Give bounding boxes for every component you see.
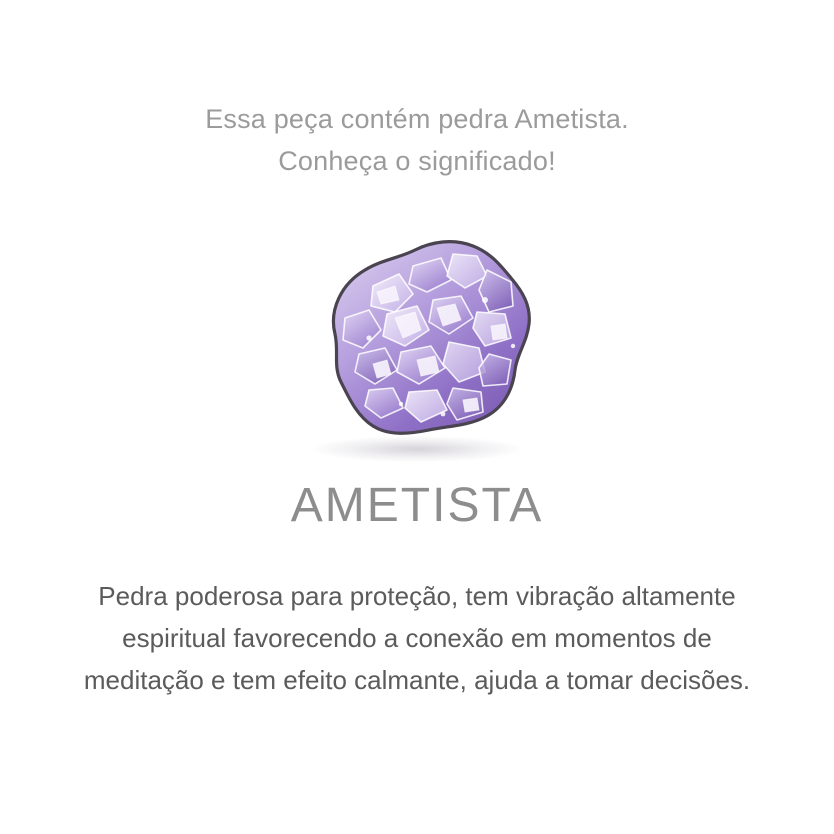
stone-description: Pedra poderosa para proteção, tem vibração altamente espiritual favorecendo a conexão em momentos de meditação e tem efeito calmante, ajuda a tomar decisões.	[83, 581, 751, 695]
stone-title: AMETISTA	[290, 479, 544, 532]
intro-text	[205, 98, 629, 182]
stone-illustration	[267, 208, 567, 468]
intro-line-2: Conheça o significado!	[278, 146, 556, 176]
intro-line-1: Essa peça contém pedra Ametista.	[205, 104, 629, 134]
amethyst-geode-icon	[277, 214, 557, 462]
